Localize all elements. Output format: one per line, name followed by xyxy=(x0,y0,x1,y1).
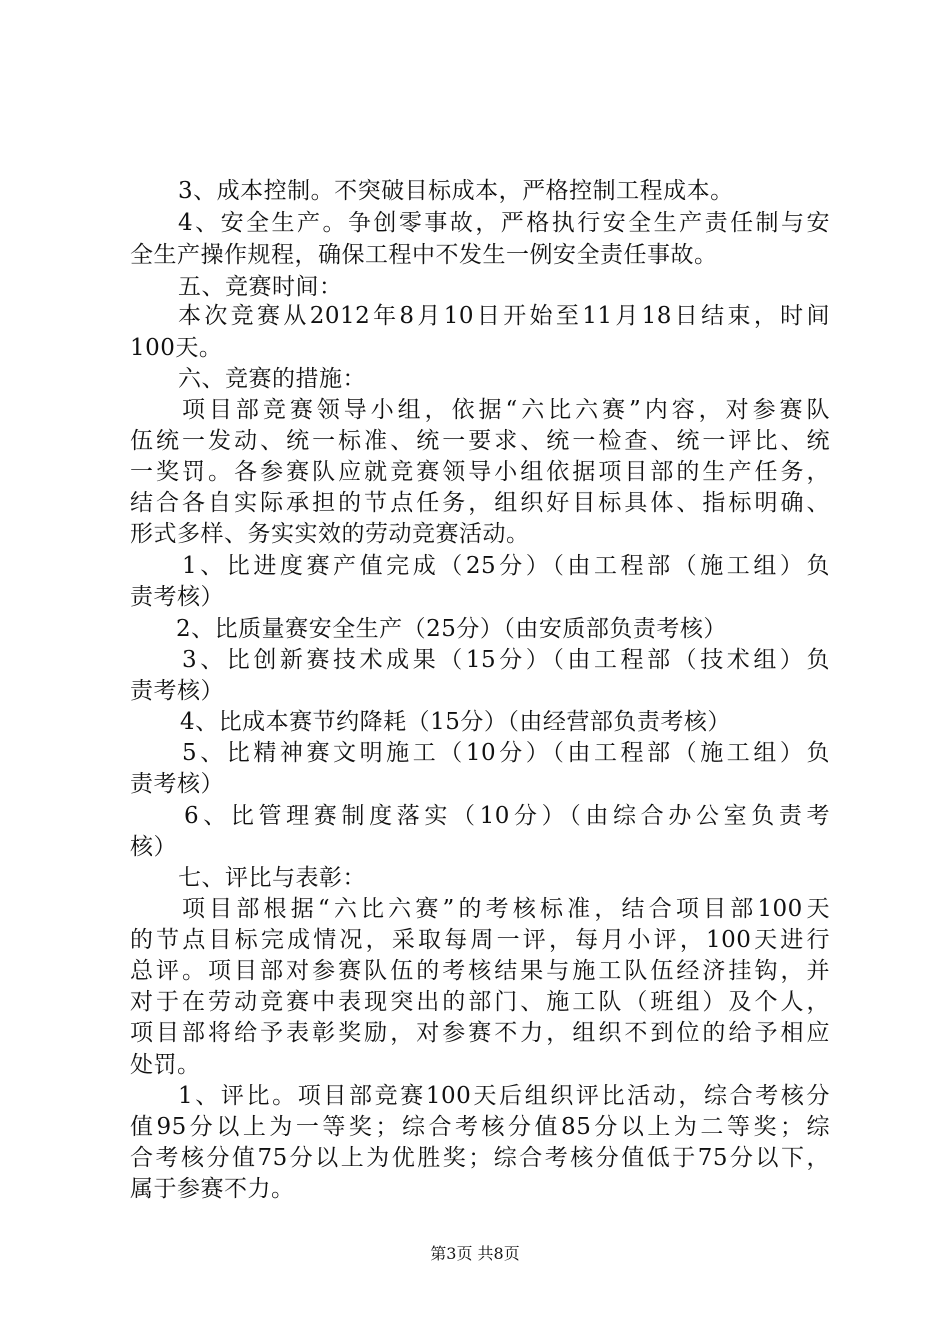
list-item-line: 3、比创新赛技术成果（15分）（由工程部（技术组）负 xyxy=(182,647,830,673)
paragraph-line: 值95分以上为一等奖；综合考核分值85分以上为二等奖；综 xyxy=(130,1114,830,1140)
list-item-line: 2、比质量赛安全生产（25分）（由安质部负责考核） xyxy=(176,616,727,642)
list-item-line: 4、比成本赛节约降耗（15分）（由经营部负责考核） xyxy=(180,709,731,735)
paragraph-line: 全生产操作规程，确保工程中不发生一例安全责任事故。 xyxy=(130,242,718,268)
paragraph-line: 本次竞赛从2012年8月10日开始至11月18日结束，时间 xyxy=(178,303,830,329)
paragraph-line: 项目部竞赛领导小组，依据“六比六赛”内容，对参赛队 xyxy=(182,397,830,423)
list-item-line: 6、比管理赛制度落实（10分）（由综合办公室负责考 xyxy=(184,803,830,829)
section-heading: 五、竞赛时间： xyxy=(178,274,343,300)
paragraph-line: 形式多样、务实实效的劳动竞赛活动。 xyxy=(130,521,530,547)
list-item-line: 5、比精神赛文明施工（10分）（由工程部（施工组）负 xyxy=(182,740,830,766)
paragraph-line: 3、成本控制。不突破目标成本，严格控制工程成本。 xyxy=(178,178,734,204)
paragraph-line: 项目部根据“六比六赛”的考核标准，结合项目部100天 xyxy=(182,896,830,922)
list-item-line: 1、比进度赛产值完成（25分）（由工程部（施工组）负 xyxy=(182,553,830,579)
section-heading: 六、竞赛的措施： xyxy=(178,366,366,392)
paragraph-line: 结合各自实际承担的节点任务，组织好目标具体、指标明确、 xyxy=(130,490,830,516)
paragraph-line: 100天。 xyxy=(130,335,223,361)
section-heading: 七、评比与表彰： xyxy=(178,865,366,891)
paragraph-line: 伍统一发动、统一标准、统一要求、统一检查、统一评比、统 xyxy=(130,428,830,454)
list-item-line: 责考核） xyxy=(130,771,224,797)
paragraph-line: 合考核分值75分以上为优胜奖；综合考核分值低于75分以下， xyxy=(130,1145,830,1171)
paragraph-line: 的节点目标完成情况，采取每周一评，每月小评，100天进行 xyxy=(130,927,830,953)
list-item-line: 责考核） xyxy=(130,584,224,610)
list-item-line: 责考核） xyxy=(130,678,224,704)
paragraph-line: 4、安全生产。争创零事故，严格执行安全生产责任制与安 xyxy=(178,210,830,236)
paragraph-line: 项目部将给予表彰奖励，对参赛不力，组织不到位的给予相应 xyxy=(130,1020,830,1046)
paragraph-line: 总评。项目部对参赛队伍的考核结果与施工队伍经济挂钩，并 xyxy=(130,958,830,984)
paragraph-line: 属于参赛不力。 xyxy=(130,1176,295,1202)
paragraph-line: 处罚。 xyxy=(130,1052,201,1078)
paragraph-line: 对于在劳动竞赛中表现突出的部门、施工队（班组）及个人， xyxy=(130,989,830,1015)
paragraph-line: 1、评比。项目部竞赛100天后组织评比活动，综合考核分 xyxy=(178,1083,830,1109)
paragraph-line: 一奖罚。各参赛队应就竞赛领导小组依据项目部的生产任务， xyxy=(130,459,830,485)
list-item-line: 核） xyxy=(130,834,177,860)
page-number-footer: 第3页 共8页 xyxy=(430,1244,520,1263)
